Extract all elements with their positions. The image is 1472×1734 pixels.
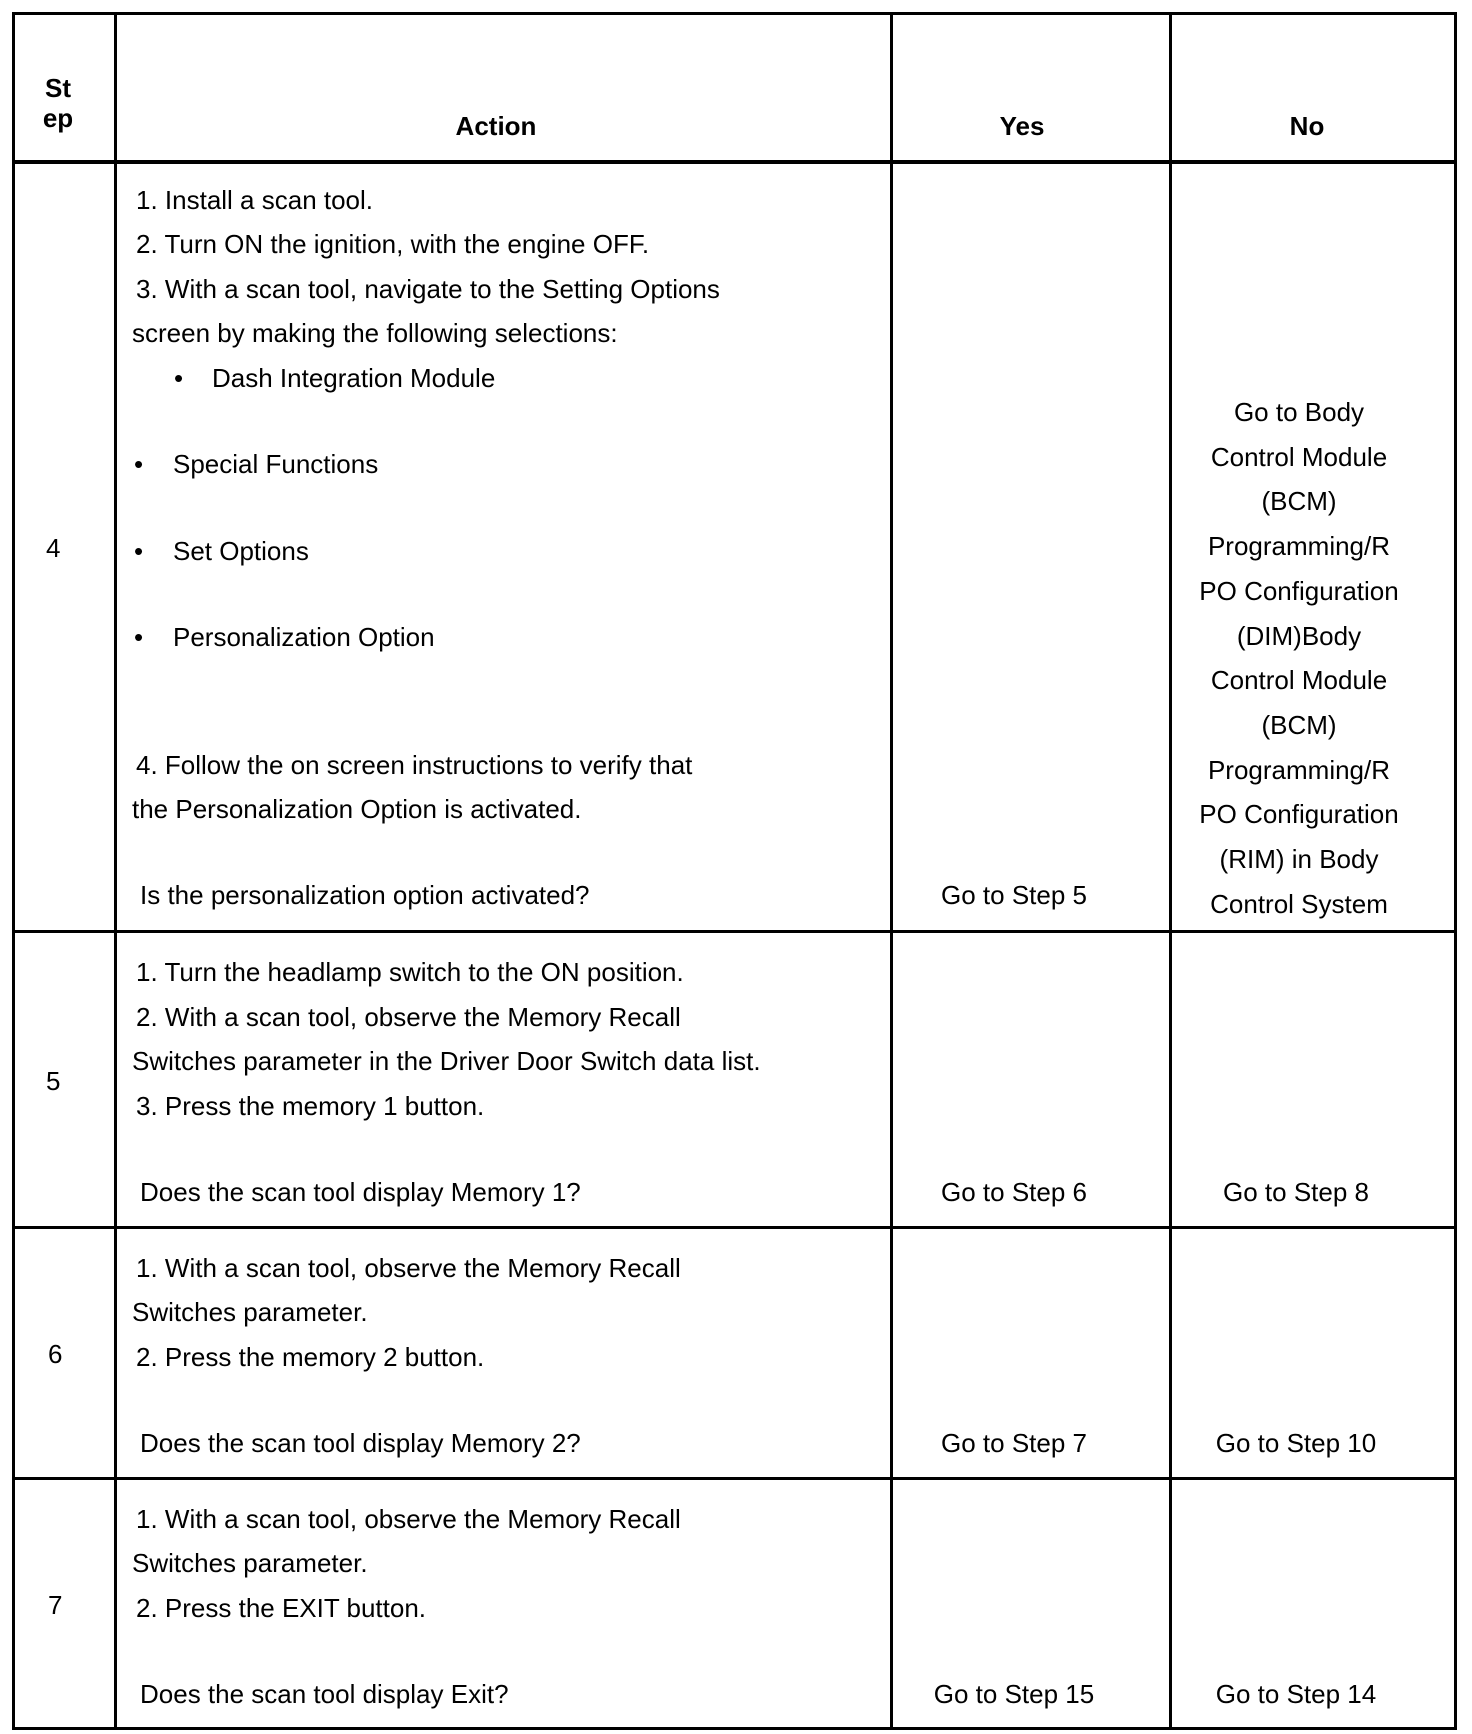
action-line: 1. Turn the headlamp switch to the ON position.	[136, 957, 684, 987]
action-bullet-item: Dash Integration Module	[212, 363, 496, 393]
bullet-icon: •	[134, 536, 144, 566]
step-number: 5	[46, 1066, 61, 1096]
action-line: 1. With a scan tool, observe the Memory Recall	[136, 1504, 681, 1534]
action-question: Does the scan tool display Exit?	[140, 1679, 509, 1709]
action-line: 1. With a scan tool, observe the Memory Recall	[136, 1253, 681, 1283]
column-divider	[890, 12, 893, 1730]
yes-result: Go to Step 15	[933, 1679, 1095, 1709]
no-result: Go to Step 8	[1223, 1177, 1369, 1207]
row-divider	[12, 1477, 1457, 1480]
row-divider	[12, 930, 1457, 933]
action-question: Is the personalization option activated?	[140, 880, 590, 910]
action-question: Does the scan tool display Memory 2?	[140, 1428, 581, 1458]
action-bullet-item: Special Functions	[173, 449, 379, 479]
action-line: 1. Install a scan tool.	[136, 185, 374, 215]
bullet-icon: •	[174, 363, 184, 393]
yes-result: Go to Step 7	[941, 1428, 1087, 1458]
action-line: 2. Press the EXIT button.	[136, 1593, 427, 1623]
no-result: Go to Step 14	[1215, 1679, 1377, 1709]
yes-result: Go to Step 6	[941, 1177, 1087, 1207]
action-line: Switches parameter.	[132, 1297, 368, 1327]
yes-result: Go to Step 5	[941, 880, 1087, 910]
row-divider	[12, 1226, 1457, 1229]
action-line: Switches parameter.	[132, 1548, 368, 1578]
action-question: Does the scan tool display Memory 1?	[140, 1177, 581, 1207]
action-line: 2. Turn ON the ignition, with the engine OFF.	[136, 229, 650, 259]
header-action: Action	[455, 111, 537, 141]
step-number: 7	[48, 1590, 63, 1620]
header-step-line2: ep	[42, 103, 74, 133]
action-line: 2. With a scan tool, observe the Memory Recall	[136, 1002, 681, 1032]
table-border-bottom	[12, 1727, 1457, 1730]
action-line: the Personalization Option is activated.	[132, 794, 582, 824]
action-line: 4. Follow the on screen instructions to verify that	[136, 750, 693, 780]
action-bullet-item: Set Options	[173, 536, 309, 566]
table-border-right	[1454, 12, 1457, 1730]
bullet-icon: •	[134, 622, 144, 652]
step-number: 4	[46, 533, 61, 563]
action-line: 2. Press the memory 2 button.	[136, 1342, 485, 1372]
header-step-line1: St	[45, 73, 71, 103]
table-border-left	[12, 12, 15, 1730]
header-divider	[12, 160, 1457, 164]
bullet-icon: •	[134, 449, 144, 479]
action-line: 3. Press the memory 1 button.	[136, 1091, 485, 1121]
column-divider	[114, 12, 117, 1730]
table-border-top	[12, 12, 1457, 15]
header-no: No	[1289, 111, 1325, 141]
action-line: screen by making the following selections:	[132, 318, 618, 348]
header-step	[43, 73, 73, 133]
action-line: Switches parameter in the Driver Door Switch data list.	[132, 1046, 761, 1076]
column-divider	[1169, 12, 1172, 1730]
no-result: Go to Step 10	[1215, 1428, 1377, 1458]
no-result: Go to Body Control Module (BCM) Programming/R PO Configuration (DIM)Body Control Module (BCM) Programming/R PO Configuration (RIM) in Body Control System	[1199, 397, 1399, 919]
action-bullet-item: Personalization Option	[173, 622, 435, 652]
header-yes: Yes	[999, 111, 1045, 141]
action-line: 3. With a scan tool, navigate to the Setting Options	[136, 274, 720, 304]
step-number: 6	[48, 1339, 63, 1369]
